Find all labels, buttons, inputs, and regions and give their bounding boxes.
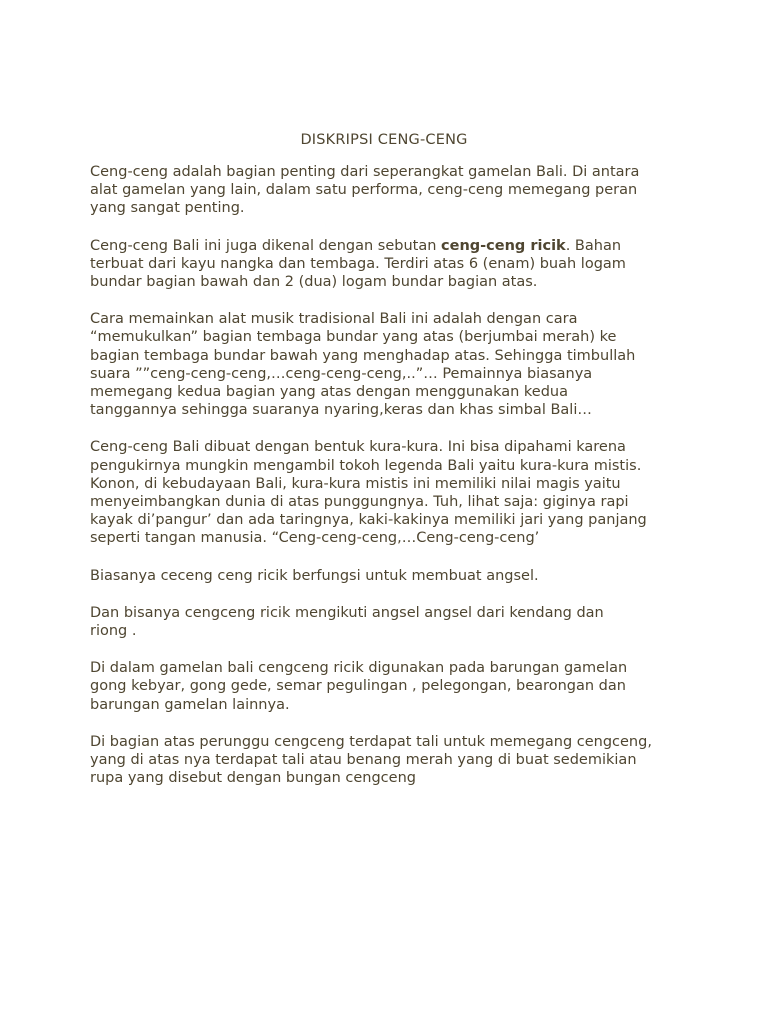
document-body xyxy=(90,163,690,806)
paragraph-bentuk-kura-kura: Ceng-ceng Bali dibuat dengan bentuk kura-kura. Ini bisa dipahami karena pengukirnya mungkin mengambil tokoh legenda Bali yaitu kura-kura mistis. Konon, di kebudayaan Bali, kura-kura mistis ini memiliki nilai magis yaitu menyeimbangkan dunia di atas punggungnya. Tuh, lihat saja: giginya rapi kayak di’pangur’ dan ada taringnya, kaki-kakinya memiliki jari yang panjang seperti tangan manusia. “Ceng-ceng-ceng,…Ceng-ceng-ceng’ xyxy=(90,439,647,547)
paragraph-bungan-cengceng: Di bagian atas perunggu cengceng terdapat tali untuk memegang cengceng, yang di atas nya terdapat tali atau benang merah yang di buat sedemikian rupa yang disebut dengan bungan cengceng xyxy=(90,733,652,787)
emphasis-ceng-ceng-ricik: ceng-ceng ricik xyxy=(441,237,566,254)
paragraph-intro: Ceng-ceng adalah bagian penting dari seperangkat gamelan Bali. Di antara alat gamelan yang lain, dalam satu performa, ceng-ceng memegang peran yang sangat penting. xyxy=(90,164,640,217)
paragraph-fungsi: Biasanya ceceng ceng ricik berfungsi untuk membuat angsel. xyxy=(90,567,539,584)
paragraph-ceng-ceng-ricik xyxy=(90,237,690,292)
paragraph-text-after: . Bahan terbuat dari kayu nangka dan tembaga. Terdiri atas 6 (enam) buah logam bundar bagian bawah dan 2 (dua) logam bundar bagian atas. xyxy=(90,237,626,291)
paragraph-cara-memainkan: Cara memainkan alat musik tradisional Bali ini adalah dengan cara “memukulkan” bagian tembaga bundar yang atas (berjumbai merah) ke bagian tembaga bundar bawah yang menghadap atas. Sehingga timbullah suara ””ceng-ceng-ceng,…ceng-ceng-ceng,..”… Pemainnya biasanya memegang kedua bagian yang atas dengan menggunakan kedua tanggannya sehingga suaranya nyaring,keras dan khas simbal Bali… xyxy=(90,311,636,419)
paragraph-barungan: Di dalam gamelan bali cengceng ricik digunakan pada barungan gamelan gong kebyar, gong gede, semar pegulingan , pelegongan, bearongan dan barungan gamelan lainnya. xyxy=(90,660,628,713)
paragraph-angsel: Dan bisanya cengceng ricik mengikuti angsel angsel dari kendang dan riong . xyxy=(90,604,604,640)
document-title: DISKRIPSI CENG-CENG xyxy=(300,132,468,148)
paragraph-text-before: Ceng-ceng Bali ini juga dikenal dengan sebutan xyxy=(90,237,442,254)
